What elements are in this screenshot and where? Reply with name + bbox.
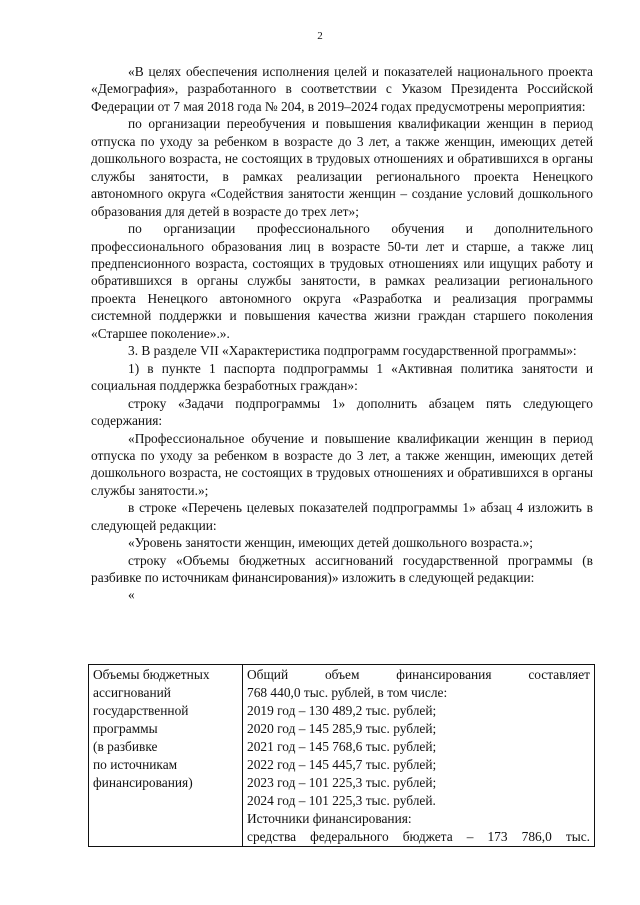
table-row [89,665,595,847]
value-line: 768 440,0 тыс. рублей, в том числе: [247,685,448,700]
paragraph-measure-women: по организации переобучения и повышения квалификации женщин в период отпуска по уходу за ребенком в возрасте до 3 лет, а также женщин, имеющих детей дошкольного возраста, не состоящих в трудовых отношениях и обратившихся в органы службы занятости, в рамках реализации регионального проекта Ненецкого автономного округа «Содействия занятости женщин – создание условий дошкольного образования для детей в возрасте до трех лет»; [91,116,593,219]
value-line: 2023 год – 101 225,3 тыс. рублей; [247,775,437,790]
value-line: Источники финансирования: [247,811,412,826]
funding-table [88,664,595,847]
label-line: по источникам [93,757,178,772]
page-number: 2 [317,30,323,42]
paragraph-indicator-text: «Уровень занятости женщин, имеющих детей дошкольного возраста.»; [128,535,533,551]
label-line: государственной [93,703,189,718]
value-line: 2022 год – 145 445,7 тыс. рублей; [247,757,437,772]
paragraph-indicators-row: в строке «Перечень целевых показателей подпрограммы 1» абзац 4 изложить в следующей редакции: [91,500,593,533]
paragraph-tasks-row: строку «Задачи подпрограммы 1» дополнить абзацем пять следующего содержания: [91,395,593,429]
paragraph-measure-older: по организации профессионального обучения и дополнительного профессионального образования лиц в возрасте 50-ти лет и старше, а также лиц предпенсионного возраста, состоящих в трудовых отношениях или ищущих работу и обратившихся в органы службы занятости, в рамках реализации регионального проекта Ненецкого автономного округа «Разработка и реализация программы системной поддержки и повышения качества жизни граждан старшего поколения «Старшее поколение».». [91,221,593,341]
label-line: финансирования) [93,775,193,790]
value-line: 2021 год – 145 768,6 тыс. рублей; [247,739,437,754]
value-line: 2019 год – 130 489,2 тыс. рублей; [247,703,437,718]
value-line: средства федерального бюджета – 173 786,0 тыс. [247,829,590,844]
quote-open-mark: « [128,586,135,602]
paragraph-budget-row: строку «Объемы бюджетных ассигнований государственной программы (в разбивке по источникам финансирования)» изложить в следующей редакции: [91,552,593,586]
document-body [91,63,593,603]
value-line: 2020 год – 145 285,9 тыс. рублей; [247,721,437,736]
paragraph-intro: «В целях обеспечения исполнения целей и показателей национального проекта «Демография», разработанного в соответствии с Указом Президента Российской Федерации от 7 мая 2018 года № 204, в 2019–2024 годах предусмотрены мероприятия: [91,64,593,114]
paragraph-section-vii: 3. В разделе VII «Характеристика подпрограмм государственной программы»: [128,343,577,359]
label-line: (в разбивке [93,739,158,754]
value-line: Общий объем финансирования составляет [247,667,590,682]
value-line: 2024 год – 101 225,3 тыс. рублей. [247,793,436,808]
paragraph-item-1: 1) в пункте 1 паспорта подпрограммы 1 «Активная политика занятости и социальная поддержка безработных граждан»: [91,360,593,394]
label-line: программы [93,721,158,736]
paragraph-tasks-text: «Профессиональное обучение и повышение квалификации женщин в период отпуска по уходу за ребенком в возрасте до 3 лет, а также женщин, имеющих детей дошкольного возраста, не состоящих в трудовых отношениях и обратившихся в органы службы занятости.»; [91,430,593,498]
label-line: Объемы бюджетных [93,667,210,682]
funding-value-cell [243,665,595,847]
funding-label-cell [89,665,243,847]
label-line: ассигнований [93,685,171,700]
